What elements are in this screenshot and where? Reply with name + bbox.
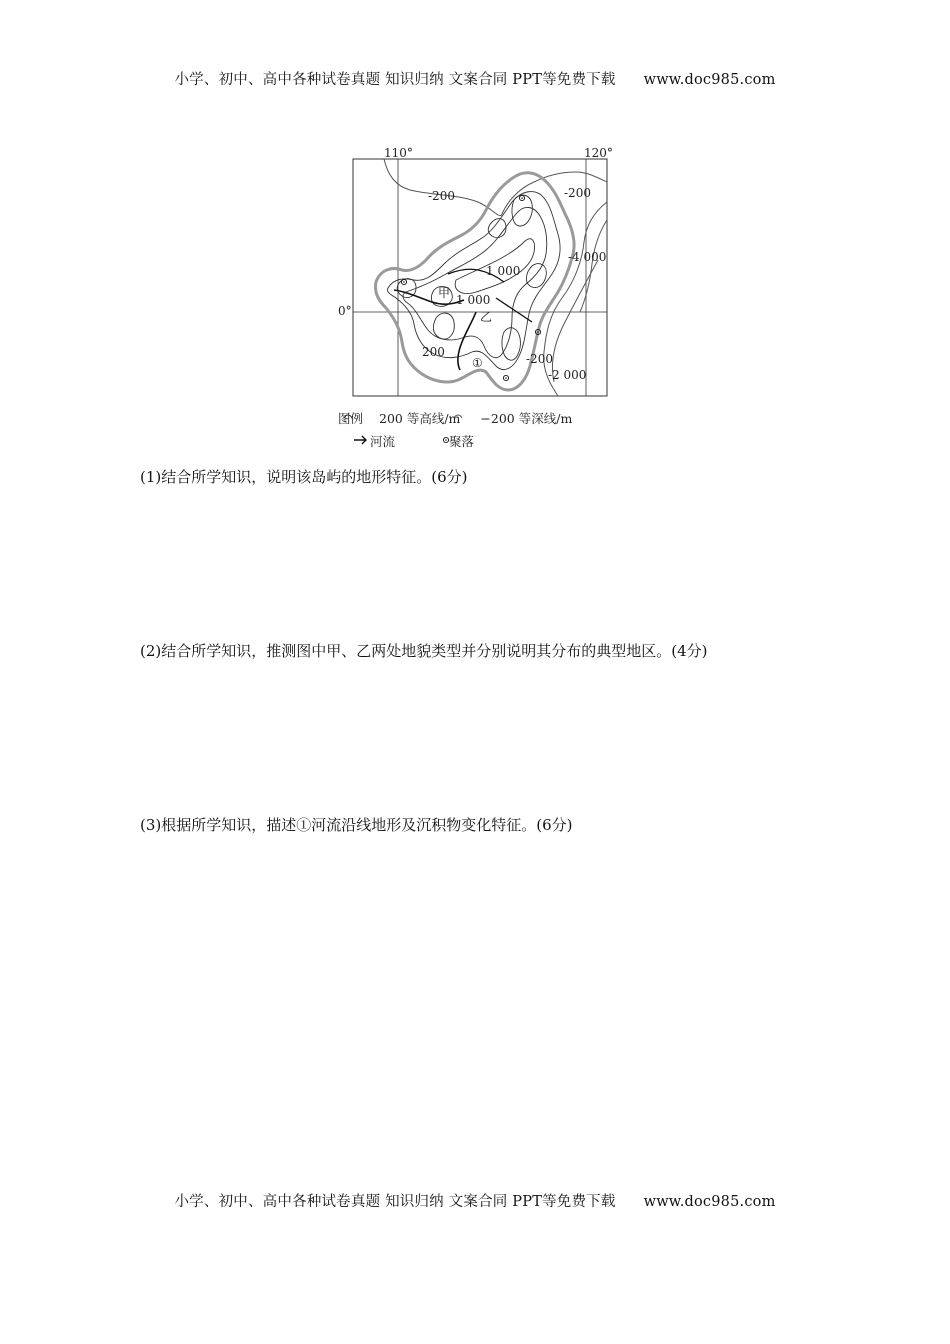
label-contour-1000-a: 1 000: [486, 264, 521, 278]
legend-row-1: [338, 409, 572, 427]
question-1: (1)结合所学知识，说明该岛屿的地形特征。(6分): [140, 468, 468, 486]
legend-prefix: 图例: [338, 411, 364, 426]
legend-settlement-text: 聚落: [449, 434, 475, 449]
label-contour-200: 200: [422, 345, 445, 359]
legend-river-text: 河流: [370, 434, 396, 449]
contour-peak-north-b: [488, 219, 506, 238]
contour-south-lobe-a: [433, 313, 454, 339]
label-lon-110: 110°: [384, 146, 413, 160]
label-lat-0: 0°: [338, 304, 352, 318]
contour-south-lobe-b: [502, 328, 520, 360]
label-depth-neg200-c: -200: [526, 352, 553, 366]
footer-site: www.doc985.com: [643, 1194, 776, 1210]
label-depth-neg200-b: -200: [564, 186, 591, 200]
legend-depth-value: −200: [480, 411, 515, 426]
contour-peak-north-a: [512, 195, 532, 226]
footer-text: 小学、初中、高中各种试卷真题 知识归纳 文案合同 PPT等免费下载: [174, 1194, 616, 1210]
depth-contour-neg2000: [552, 260, 598, 382]
question-3: (3)根据所学知识，描述①河流沿线地形及沉积物变化特征。(6分): [140, 816, 573, 834]
label-jia: 甲: [438, 286, 451, 300]
header-site: www.doc985.com: [643, 72, 776, 88]
label-lon-120: 120°: [584, 146, 613, 160]
question-2: (2)结合所学知识，推测图中甲、乙两处地貌类型并分别说明其分布的典型地区。(4分): [140, 642, 708, 660]
label-contour-1000-b: 1 000: [456, 293, 491, 307]
label-yi: 乙: [480, 310, 493, 324]
label-depth-neg2000: -2 000: [548, 368, 587, 382]
legend-depth-text: 等深线/m: [518, 411, 573, 426]
page-footer: [0, 1190, 950, 1211]
header-text: 小学、初中、高中各种试卷真题 知识归纳 文案合同 PPT等免费下载: [174, 72, 616, 88]
contour-map: [336, 142, 616, 462]
depth-contour-neg4000: [580, 220, 607, 312]
label-depth-neg4000: -4 000: [568, 250, 607, 264]
legend-contour-text: 等高线/m: [406, 411, 461, 426]
legend-row-2: [370, 432, 474, 450]
legend-river-sample: [354, 436, 366, 444]
page-header: [0, 68, 950, 89]
label-depth-neg200-a: -200: [428, 189, 455, 203]
legend-contour-value: 200: [379, 411, 403, 426]
contour-east-lobe: [526, 264, 546, 288]
label-river-1: ①: [472, 356, 483, 370]
